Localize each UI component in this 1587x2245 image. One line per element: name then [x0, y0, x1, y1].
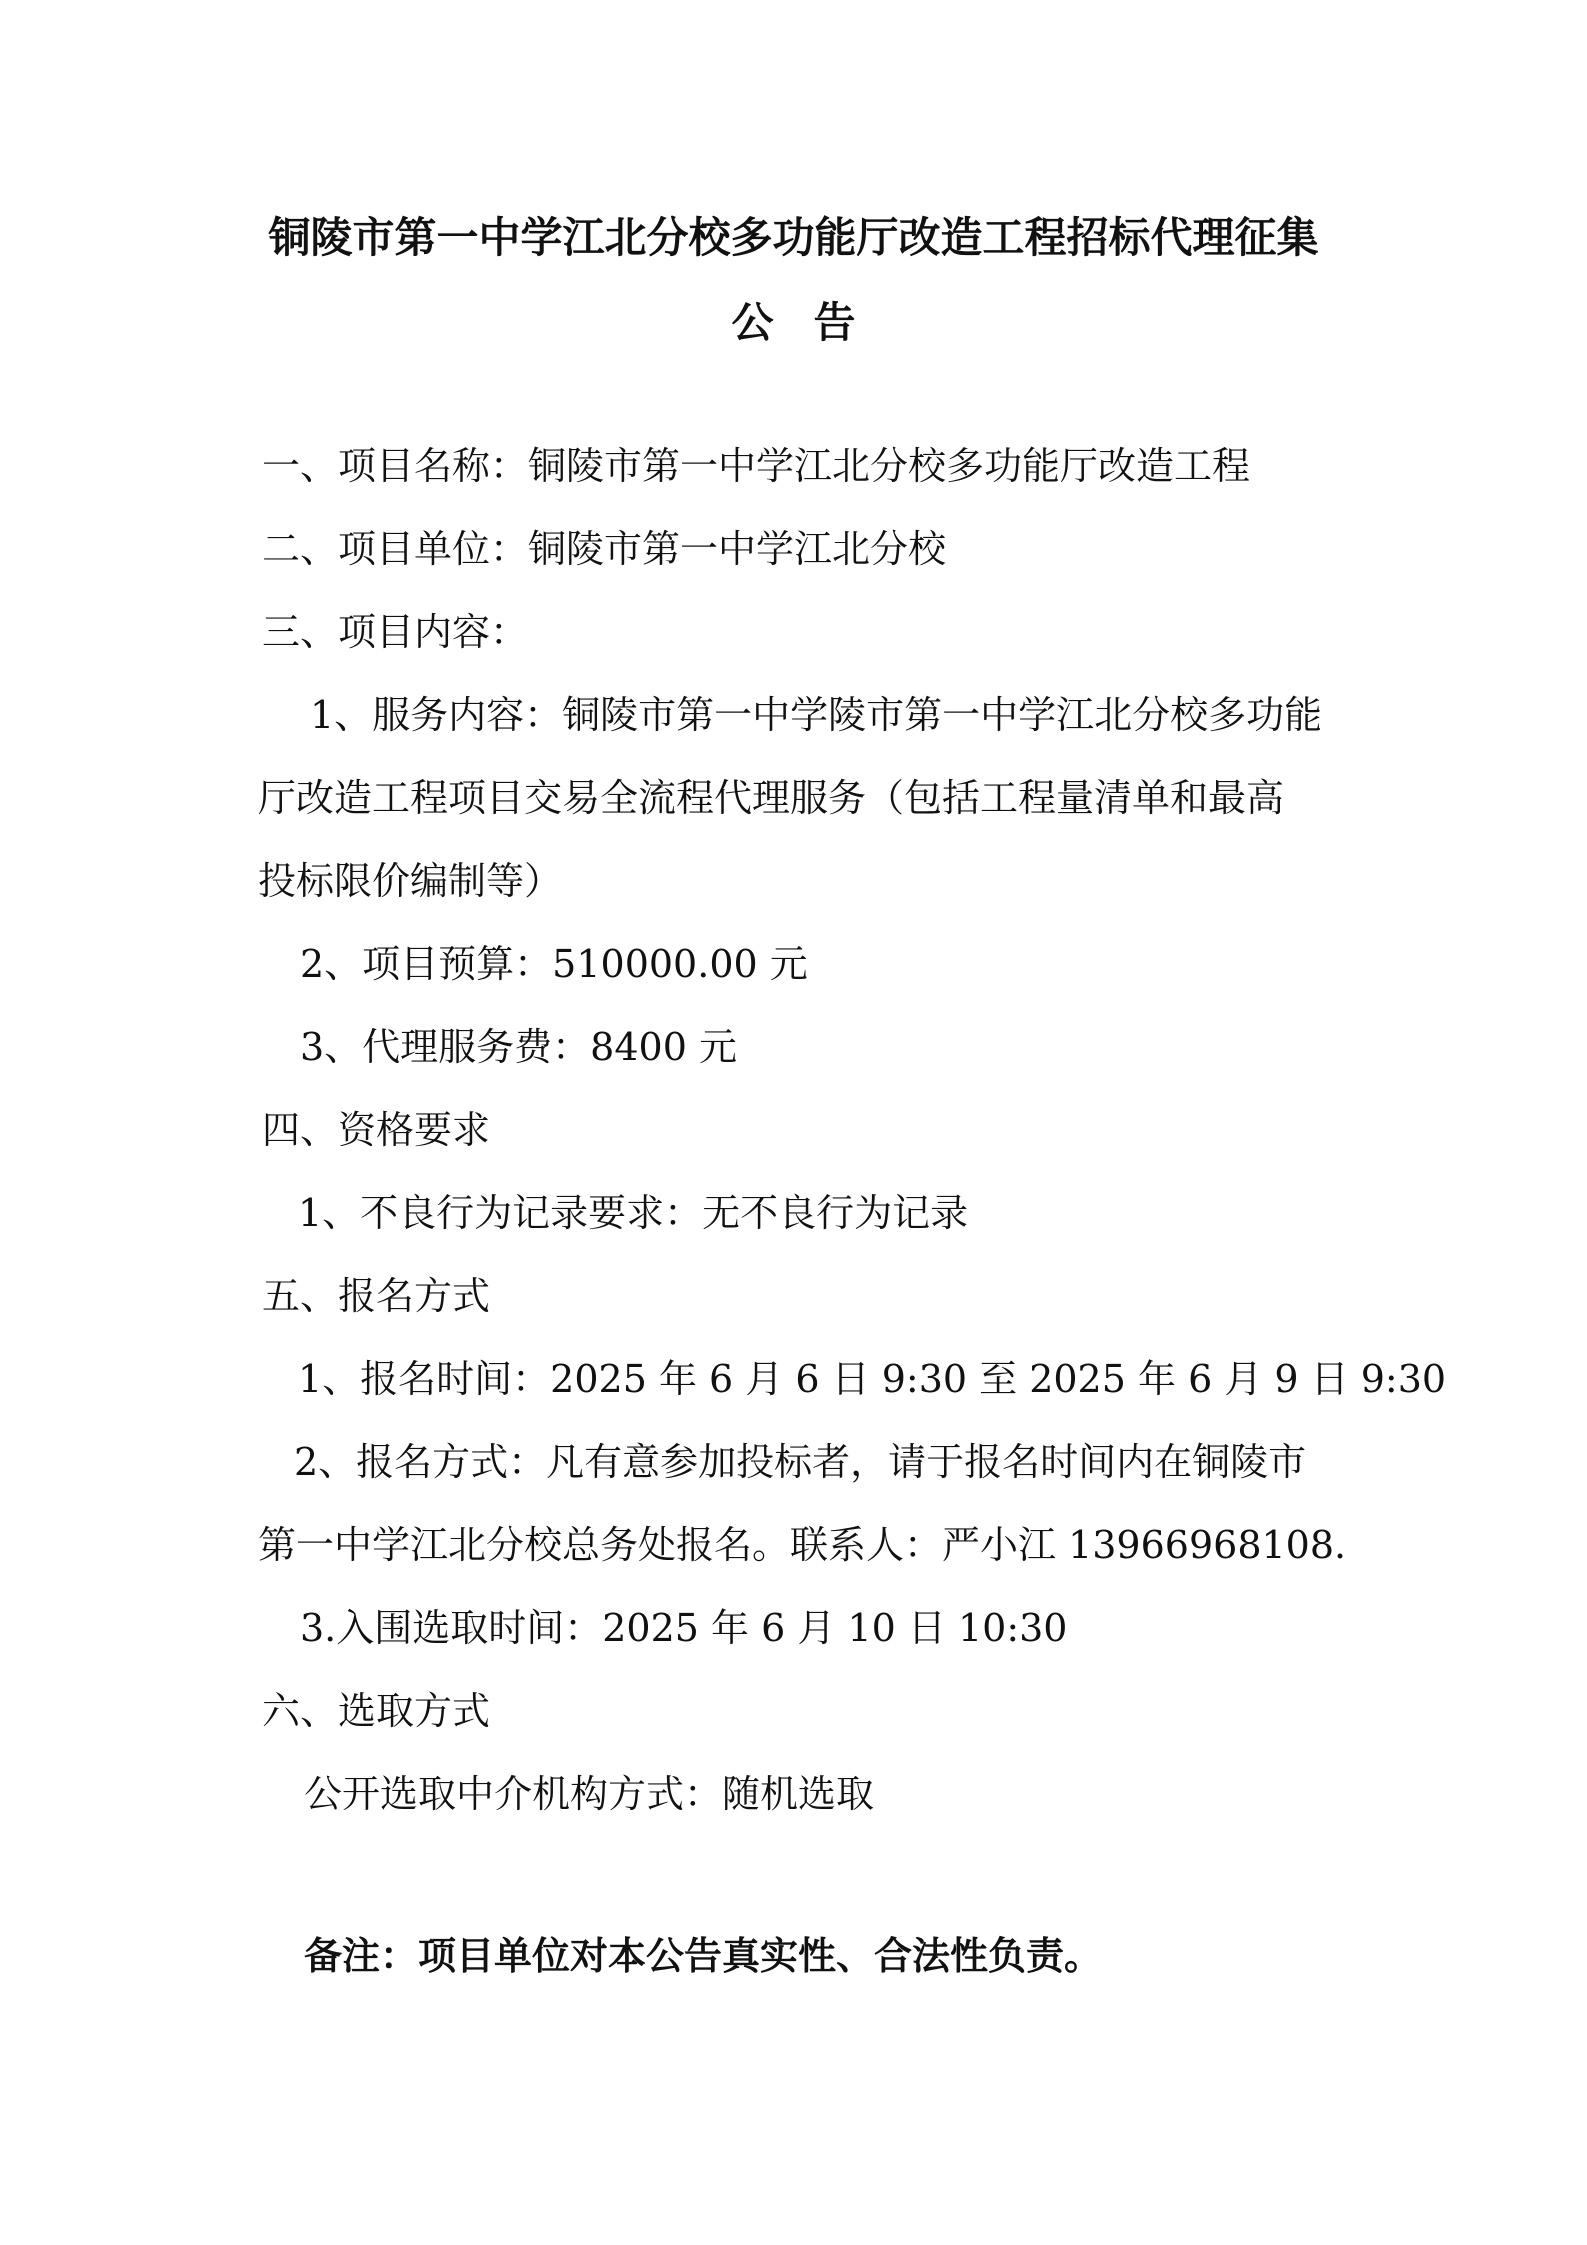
item-service-content: 1、服务内容：铜陵市第一中学陵市第一中学江北分校多功能	[310, 693, 1323, 737]
item-agency-fee: 3、代理服务费：8400 元	[300, 1025, 737, 1069]
item-registration-heading: 五、报名方式	[262, 1274, 491, 1318]
item-bad-record-requirement: 1、不良行为记录要求：无不良行为记录	[298, 1191, 969, 1235]
item-service-content-cont-1: 厅改造工程项目交易全流程代理服务（包括工程量清单和最高	[258, 776, 1285, 820]
document-note: 备注：项目单位对本公告真实性、合法性负责。	[304, 1933, 1103, 1978]
item-registration-method-cont: 第一中学江北分校总务处报名。联系人：严小江 13966968108.	[258, 1523, 1347, 1567]
item-project-unit: 二、项目单位：铜陵市第一中学江北分校	[262, 527, 947, 571]
item-project-content-heading: 三、项目内容：	[262, 610, 529, 654]
item-project-name: 一、项目名称：铜陵市第一中学江北分校多功能厅改造工程	[262, 444, 1251, 488]
item-registration-method: 2、报名方式：凡有意参加投标者，请于报名时间内在铜陵市	[294, 1440, 1307, 1484]
item-qualification-heading: 四、资格要求	[262, 1108, 491, 1152]
document-title: 铜陵市第一中学江北分校多功能厅改造工程招标代理征集	[268, 213, 1319, 262]
item-selection-heading: 六、选取方式	[262, 1689, 491, 1733]
item-selection-time: 3.入围选取时间：2025 年 6 月 10 日 10:30	[300, 1606, 1068, 1650]
item-service-content-cont-2: 投标限价编制等）	[258, 859, 563, 903]
document-title-suffix: 公告	[731, 298, 896, 347]
item-selection-method: 公开选取中介机构方式：随机选取	[304, 1772, 875, 1816]
item-project-budget: 2、项目预算：510000.00 元	[300, 942, 808, 986]
item-registration-time: 1、报名时间：2025 年 6 月 6 日 9:30 至 2025 年 6 月 9 日 9:30	[298, 1357, 1447, 1401]
